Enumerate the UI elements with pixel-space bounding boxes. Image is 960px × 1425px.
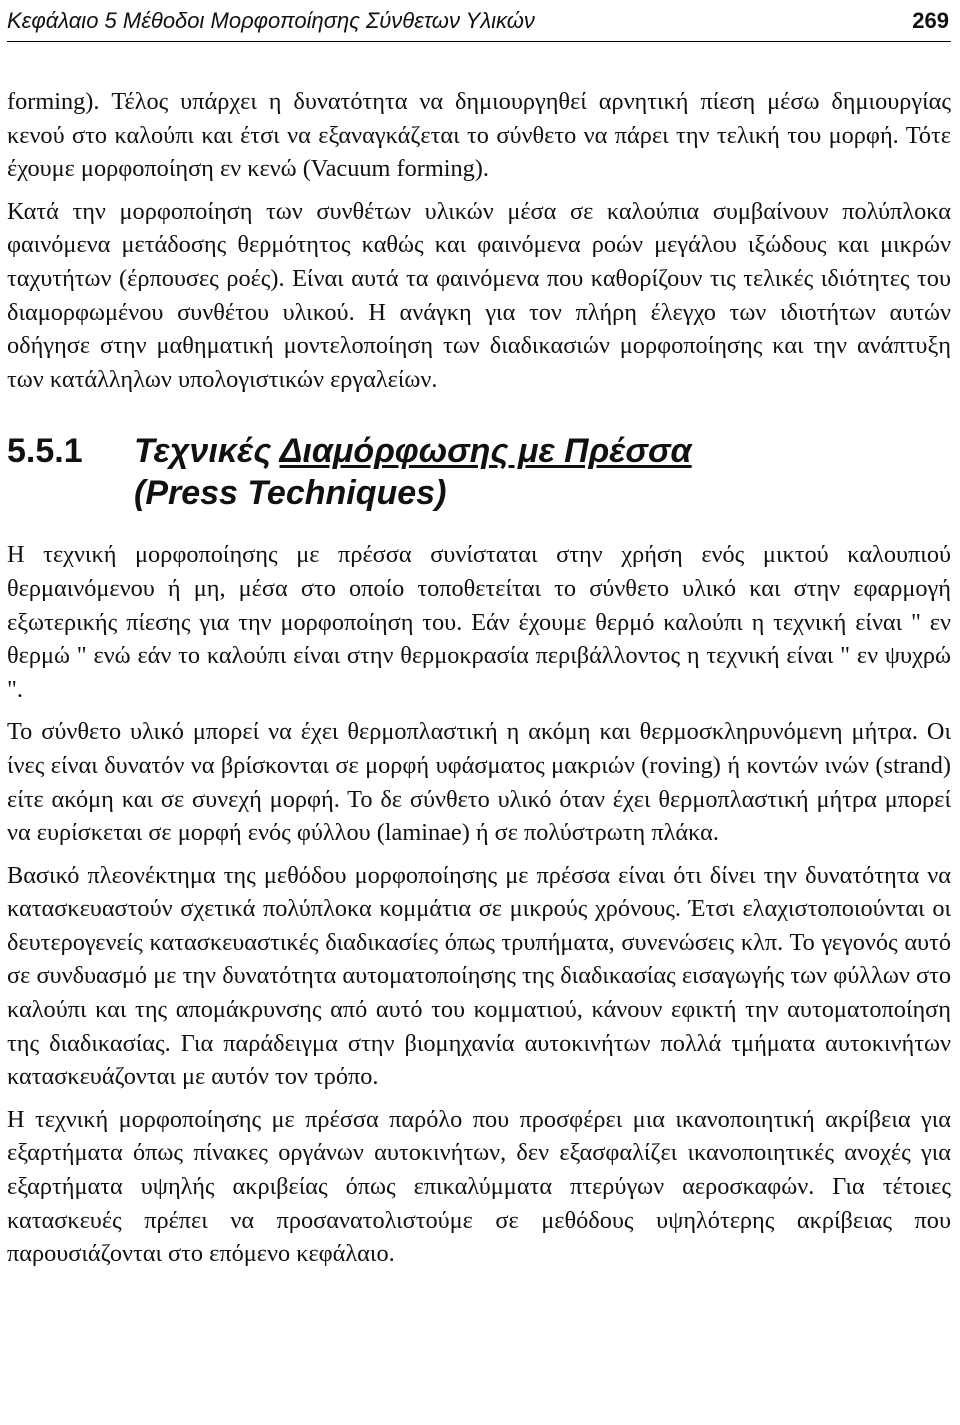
paragraph-3: Η τεχνική μορφοποίησης με πρέσσα συνίσταται στην χρήση ενός μικτού καλουπιού θερμαινόμενου ή μη, μέσα στο οποίο τοποθετείται το σύνθετο υλικό και στην εφαρμογή εξωτερικής πίεσης για την μορφοποίηση του. Εάν έχουμε θερμό καλούπι η τεχνική είναι " εν θερμώ " ενώ εάν το καλούπι είναι στην θερμοκρασία περιβάλλοντος η τεχνική είναι " εν ψυχρώ ". (7, 541, 951, 703)
paragraph-2: Κατά την μορφοποίηση των συνθέτων υλικών μέσα σε καλούπια συμβαίνουν πολύπλοκα φαινόμενα μετάδοσης θερμότητος καθώς και φαινόμενα ροών μεγάλου ιξώδους και μικρών ταχυτήτων (έρπουσες ροές). Είναι αυτά τα φαινόμενα που καθορίζουν τις τελικές ιδιότητες του διαμορφωμένου συνθέτου υλικού. Η ανάγκη για τον πλήρη έλεγχο των ιδιοτήτων αυτών οδήγησε στην μαθηματική μοντελοποίηση των διαδικασιών μορφοποίησης και την ανάπτυξη των κατάλληλων υπολογιστικών εργαλείων. (7, 197, 951, 393)
header-rule (7, 41, 951, 42)
chapter-title: Κεφάλαιο 5 Μέθοδοι Μορφοποίησης Σύνθετων Υλικών (7, 8, 535, 33)
section-title-part1: Τεχνικές (134, 432, 280, 471)
paragraph-1: forming). Τέλος υπάρχει η δυνατότητα να δημιουργηθεί αρνητική πίεση μέσω δημιουργίας κενού στο καλούπι και έτσι να εξαναγκάζεται το σύνθετο να πάρει την τελική του μορφή. Τότε έχουμε μορφοποίηση εν κενώ (Vacuum forming). (7, 88, 951, 183)
section-title-underlined: Διαμόρφωσης με Πρέσσα (279, 432, 692, 471)
section-number: 5.5.1 (7, 432, 83, 471)
paragraph-6: Η τεχνική μορφοποίησης με πρέσσα παρόλο που προσφέρει μια ικανοποιητική ακρίβεια για εξαρτήματα όπως πίνακες οργάνων αυτοκινήτων, δεν εξασφαλίζει ικανοποιητικές ανοχές για εξαρτήματα υψηλής ακριβείας όπως επικαλύμματα πτερύγων αεροσκαφών. Για τέτοιες κατασκευές πρέπει να προσανατολιστούμε σε μεθόδους υψηλότερης ακρίβειας που παρουσιάζονται στο επόμενο κεφάλαιο. (7, 1105, 951, 1268)
section-title (134, 430, 951, 514)
section-heading (7, 430, 951, 514)
paragraph-5: Βασικό πλεονέκτημα της μεθόδου μορφοποίησης με πρέσσα είναι ότι δίνει την δυνατότητα να κατασκευαστούν σχετικά πολύπλοκα κομμάτια σε μικρούς χρόνους. Έτσι ελαχιστοποιούνται οι δευτερογενείς κατασκευαστικές διαδικασίες όπως τρυπήματα, συνενώσεις κλπ. Το γεγονός αυτό σε συνδυασμό με την δυνατότητα αυτοματοποίησης της διαδικασίας εισαγωγής των φύλλων στο καλούπι και της απομάκρυνσης από αυτό του κομματιού, κάνουν εφικτή την αυτοματοποίηση της διαδικασίας. Για παράδειγμα στην βιομηχανία αυτοκινήτων πολλά τμήματα αυτοκινήτων κατασκευάζονται με αυτόν τον τρόπο. (7, 861, 951, 1091)
section-title-line2: (Press Techniques) (134, 474, 447, 513)
page-number: 269 (912, 8, 949, 33)
body-text (7, 85, 951, 1280)
paragraph-4: Το σύνθετο υλικό μπορεί να έχει θερμοπλαστική η ακόμη και θερμοσκληρυνόμενη μήτρα. Οι ίνες είναι δυνατόν να βρίσκονται σε μορφή υφάσματος μακριών (roving) ή κοντών ινών (strand) είτε ακόμη και σε συνεχή μορφή. Το δε σύνθετο υλικό όταν έχει θερμοπλαστική μήτρα μπορεί να ευρίσκεται σε μορφή ενός φύλλου (laminae) ή σε πολύστρωτη πλάκα. (7, 718, 951, 847)
running-header (7, 0, 951, 42)
